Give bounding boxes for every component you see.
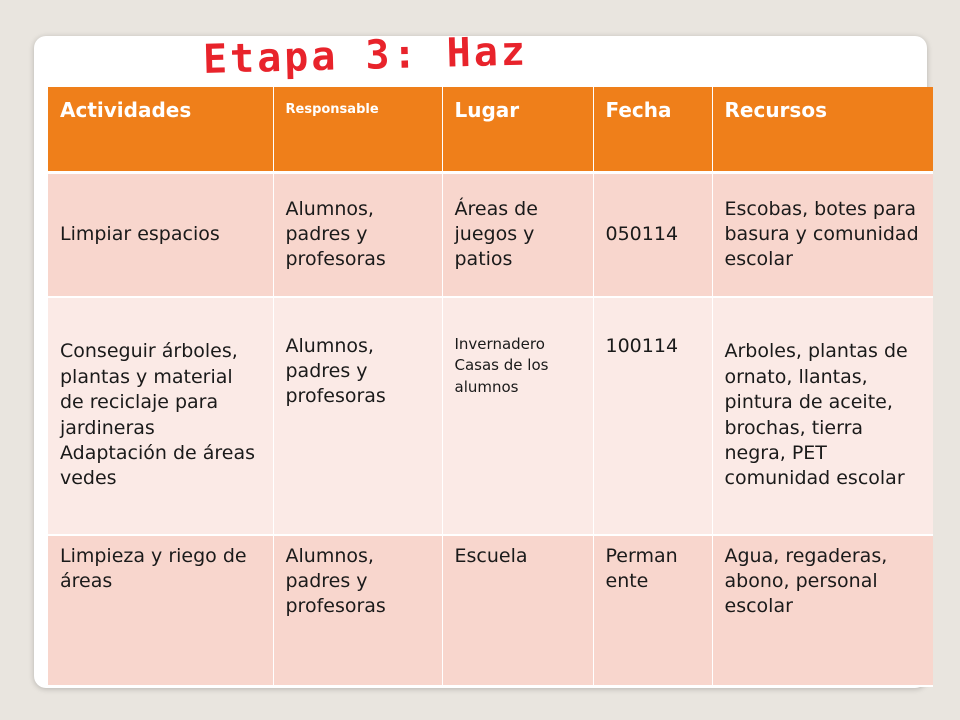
actividad-line: Limpiar espacios	[60, 223, 220, 246]
cell-actividades	[48, 535, 273, 687]
cell-fecha: 050114	[593, 173, 712, 297]
cell-actividades	[48, 173, 273, 297]
header-lugar: Lugar	[442, 87, 593, 173]
table-row	[48, 297, 933, 535]
table-header-row	[48, 87, 933, 173]
actividad-line: Adaptación de áreas vedes	[60, 441, 256, 490]
cell-lugar	[442, 297, 593, 535]
actividad-line: Conseguir árboles, plantas y material de reciclaje para jardineras	[60, 340, 238, 439]
lugar-line: Escuela	[454, 544, 528, 567]
cell-fecha: 100114	[593, 297, 712, 535]
cell-recursos: Agua, regaderas, abono, personal escolar	[712, 535, 933, 687]
cell-recursos: Arboles, plantas de ornato, llantas, pintura de aceite, brochas, tierra negra, PET comunidad escolar	[712, 297, 933, 535]
cell-responsable: Alumnos, padres y profesoras	[273, 173, 442, 297]
lugar-line: Áreas de juegos y patios	[454, 197, 538, 271]
header-recursos: Recursos	[712, 87, 933, 173]
cell-actividades	[48, 297, 273, 535]
table-row	[48, 535, 933, 687]
slide-title: Etapa 3: Haz	[202, 28, 529, 83]
header-responsable: Responsable	[273, 87, 442, 173]
cell-lugar	[442, 173, 593, 297]
cell-lugar	[442, 535, 593, 687]
lugar-line: Invernadero	[454, 334, 545, 353]
lugar-line: Casas de los alumnos	[454, 356, 549, 396]
header-fecha: Fecha	[593, 87, 712, 173]
cell-responsable: Alumnos, padres y profesoras	[273, 535, 442, 687]
header-actividades: Actividades	[48, 87, 273, 173]
cell-fecha: Perman ente	[593, 535, 712, 687]
table-row	[48, 173, 933, 297]
cell-recursos: Escobas, botes para basura y comunidad escolar	[712, 173, 933, 297]
cell-responsable: Alumnos, padres y profesoras	[273, 297, 442, 535]
activity-table	[48, 87, 933, 687]
table-wrapper	[48, 87, 933, 687]
actividad-line: Limpieza y riego de áreas	[60, 544, 247, 592]
